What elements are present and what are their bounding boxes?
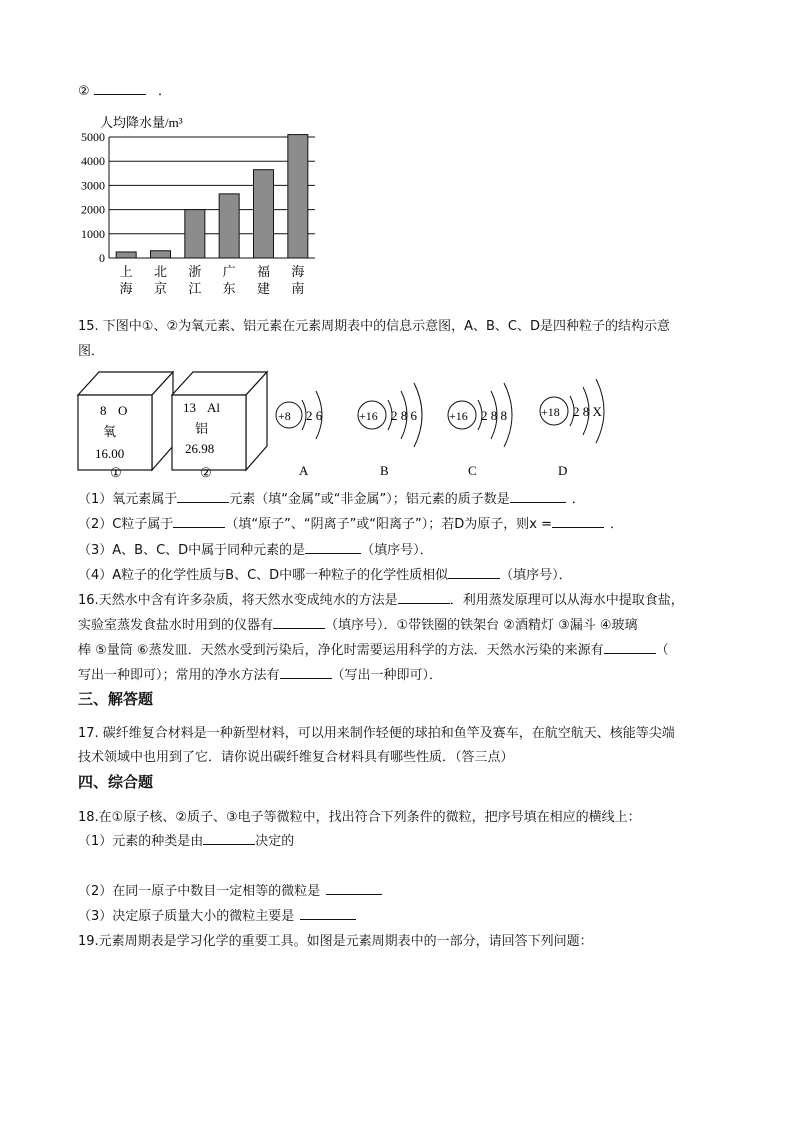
section-three-title: 三、解答题 (78, 690, 154, 708)
q14-end: ． (157, 84, 171, 99)
q16-blank3[interactable] (604, 641, 656, 654)
particle-B-shells: 2 8 6 (391, 408, 417, 423)
chart-xtick-label: 广 (222, 264, 236, 279)
aluminum-mass: 26.98 (185, 441, 215, 456)
q18-sub2 (78, 880, 382, 899)
element-box-oxygen (78, 372, 173, 470)
particle-C-label: C (468, 463, 477, 478)
q18-sub3-text: （3）决定原子质量大小的微粒主要是 (78, 909, 295, 924)
q16-blank4[interactable] (280, 666, 332, 679)
particle-A-label: A (299, 463, 309, 478)
particle-D-shells: 2 8 X (573, 404, 602, 419)
aluminum-name: 铝 (195, 421, 209, 436)
chart-xtick-label: 浙 (188, 264, 202, 279)
chart-ytick-label: 0 (99, 251, 105, 265)
q16-line4-text-a: 写出一种即可）；常用的净水方法有 (78, 668, 280, 683)
q18-blank2[interactable] (326, 882, 382, 895)
particle-B-nucleus: +16 (359, 409, 378, 423)
chart-bar-2 (185, 210, 205, 258)
rainfall-bar-chart (70, 110, 330, 305)
q17-line2: 技术领域中也用到了它．请你说出碳纤维复合材料具有哪些性质．（答三点） (78, 750, 514, 765)
q15-sub2 (78, 513, 623, 532)
q16-line2-text-b: （填序号）．①带铁圈的铁架台 ②酒精灯 ③漏斗 ④玻璃 (325, 618, 638, 633)
particle-B (358, 383, 422, 478)
particle-C-nucleus: +16 (449, 409, 468, 423)
q18-stem: 18.在①原子核、②质子、③电子等微粒中，找出符合下列条件的微粒，把序号填在相应的横线上： (78, 810, 641, 825)
q16-line4 (78, 664, 442, 683)
q16-line3-text-b: （ (655, 643, 669, 658)
chart-bar-0 (116, 252, 136, 258)
chart-xtick-label: 东 (222, 281, 236, 296)
element-box-aluminum (172, 372, 267, 470)
chart-xtick-label: 江 (188, 281, 202, 296)
chart-ytick-label: 3000 (81, 178, 105, 193)
q15-sub1-blank2[interactable] (510, 490, 566, 503)
particle-C (448, 383, 512, 478)
particle-A (276, 391, 323, 478)
chart-xtick-label: 海 (291, 264, 305, 279)
particle-C-shells: 2 8 8 (481, 408, 507, 423)
q16-blank2[interactable] (273, 616, 325, 629)
particle-D-label: D (558, 463, 568, 478)
q16-line4-text-b: （写出一种即可）． (331, 668, 443, 683)
q15-sub4 (78, 564, 572, 583)
chart-xtick-label: 北 (153, 264, 168, 279)
chart-ytick-label: 4000 (81, 154, 105, 169)
chart-ytick-label: 1000 (81, 226, 105, 241)
box2-label: ② (200, 465, 212, 480)
particle-D (540, 379, 604, 478)
q15-sub2-blank1[interactable] (173, 515, 225, 528)
q19-stem: 19.元素周期表是学习化学的重要工具。如图是元素周期表中的一部分，请回答下列问题： (78, 934, 593, 949)
q15-sub3 (78, 539, 433, 558)
q15-sub1-text-a: （1）氧元素属于 (78, 492, 178, 507)
q18-blank3[interactable] (300, 907, 356, 920)
q18-sub2-text: （2）在同一原子中数目一定相等的微粒是 (78, 884, 321, 899)
chart-bar-1 (151, 251, 171, 258)
q16-line1-text-a: 16.天然水中含有许多杂质，将天然水变成纯水的方法是 (78, 593, 398, 608)
q17-line1: 17. 碳纤维复合材料是一种新型材料，可以用来制作轻便的球拍和鱼竿及赛车，在航空航天、核能等尖端 (78, 726, 675, 741)
particle-A-shells: 2 6 (306, 408, 323, 423)
q15-sub1-text-c: ． (571, 492, 585, 507)
q15-sub4-blank[interactable] (448, 566, 500, 579)
q18-sub1 (78, 830, 294, 849)
q15-sub2-blank2[interactable] (552, 515, 604, 528)
chart-bar-5 (288, 135, 308, 258)
q18-sub1-text-b: 决定的 (255, 834, 295, 849)
q18-sub1-text-a: （1）元素的种类是由 (78, 834, 204, 849)
oxygen-symbol: O (118, 403, 128, 418)
chart-bar-3 (219, 194, 239, 258)
q15-sub2-text-c: ． (610, 517, 624, 532)
oxygen-number: 8 (100, 403, 107, 418)
q15-sub2-text-b: （填“原子”、“阴离子”或“阳离子”）；若D为原子，则x = (225, 517, 552, 532)
oxygen-name: 氧 (103, 424, 117, 439)
q15-sub3-text-b: （填序号）． (361, 543, 433, 558)
q16-line3 (78, 639, 669, 658)
box1-label: ① (110, 465, 122, 480)
q15-sub2-text-a: （2）C粒子属于 (78, 517, 174, 532)
q16-line2 (78, 614, 638, 633)
q14-blank[interactable] (94, 82, 146, 95)
q16-blank1[interactable] (398, 591, 450, 604)
chart-xtick-label: 京 (153, 281, 168, 296)
aluminum-number: 13 (183, 400, 196, 415)
chart-xtick-label: 建 (256, 281, 271, 296)
chart-title: 人均降水量/m³ (100, 115, 183, 130)
q15-sub1-text-b: 元素（填“金属”或“非金属”）；铝元素的质子数是 (229, 492, 510, 507)
q14-tail-line (78, 80, 171, 99)
chart-ytick-label: 5000 (81, 130, 105, 144)
particle-D-nucleus: +18 (541, 405, 560, 419)
chart-xtick-label: 海 (119, 281, 133, 296)
q15-sub1 (78, 488, 585, 507)
section-four-title: 四、综合题 (78, 773, 154, 791)
particle-B-label: B (380, 463, 389, 478)
q15-sub1-blank1[interactable] (177, 490, 229, 503)
chart-xtick-label: 上 (119, 264, 133, 279)
q15-sub3-text-a: （3）A、B、C、D中属于同种元素的是 (78, 543, 306, 558)
q16-line2-text-a: 实验室蒸发食盐水时用到的仪器有 (78, 618, 274, 633)
q15-sub4-text-a: （4）A粒子的化学性质与B、C、D中哪一种粒子的化学性质相似 (78, 568, 449, 583)
particle-A-nucleus: +8 (278, 409, 291, 423)
q15-stem-line1: 15. 下图中①、②为氧元素、铝元素在元素周期表中的信息示意图，A、B、C、D是四种粒子的结构示意 (78, 319, 671, 334)
q15-stem-line2: 图． (78, 344, 105, 359)
q15-sub4-text-b: （填序号）． (500, 568, 572, 583)
q16-line3-text-a: 棒 ⑤量筒 ⑥蒸发皿．天然水受到污染后，净化时需要运用科学的方法．天然水污染的来源有 (78, 643, 604, 658)
chart-xtick-label: 福 (256, 264, 271, 279)
q16-line1 (78, 589, 684, 608)
q14-marker: ② (78, 84, 90, 99)
q18-sub3 (78, 905, 356, 924)
q16-line1-text-b: ．利用蒸发原理可以从海水中提取食盐， (449, 593, 684, 608)
chart-xtick-label: 南 (291, 281, 305, 296)
oxygen-mass: 16.00 (95, 446, 125, 461)
q18-blank1[interactable] (203, 832, 255, 845)
aluminum-symbol: Al (207, 400, 220, 415)
q15-sub3-blank[interactable] (305, 541, 361, 554)
chart-ytick-label: 2000 (81, 202, 105, 217)
q15-figure (70, 360, 630, 485)
chart-bar-4 (254, 170, 274, 258)
